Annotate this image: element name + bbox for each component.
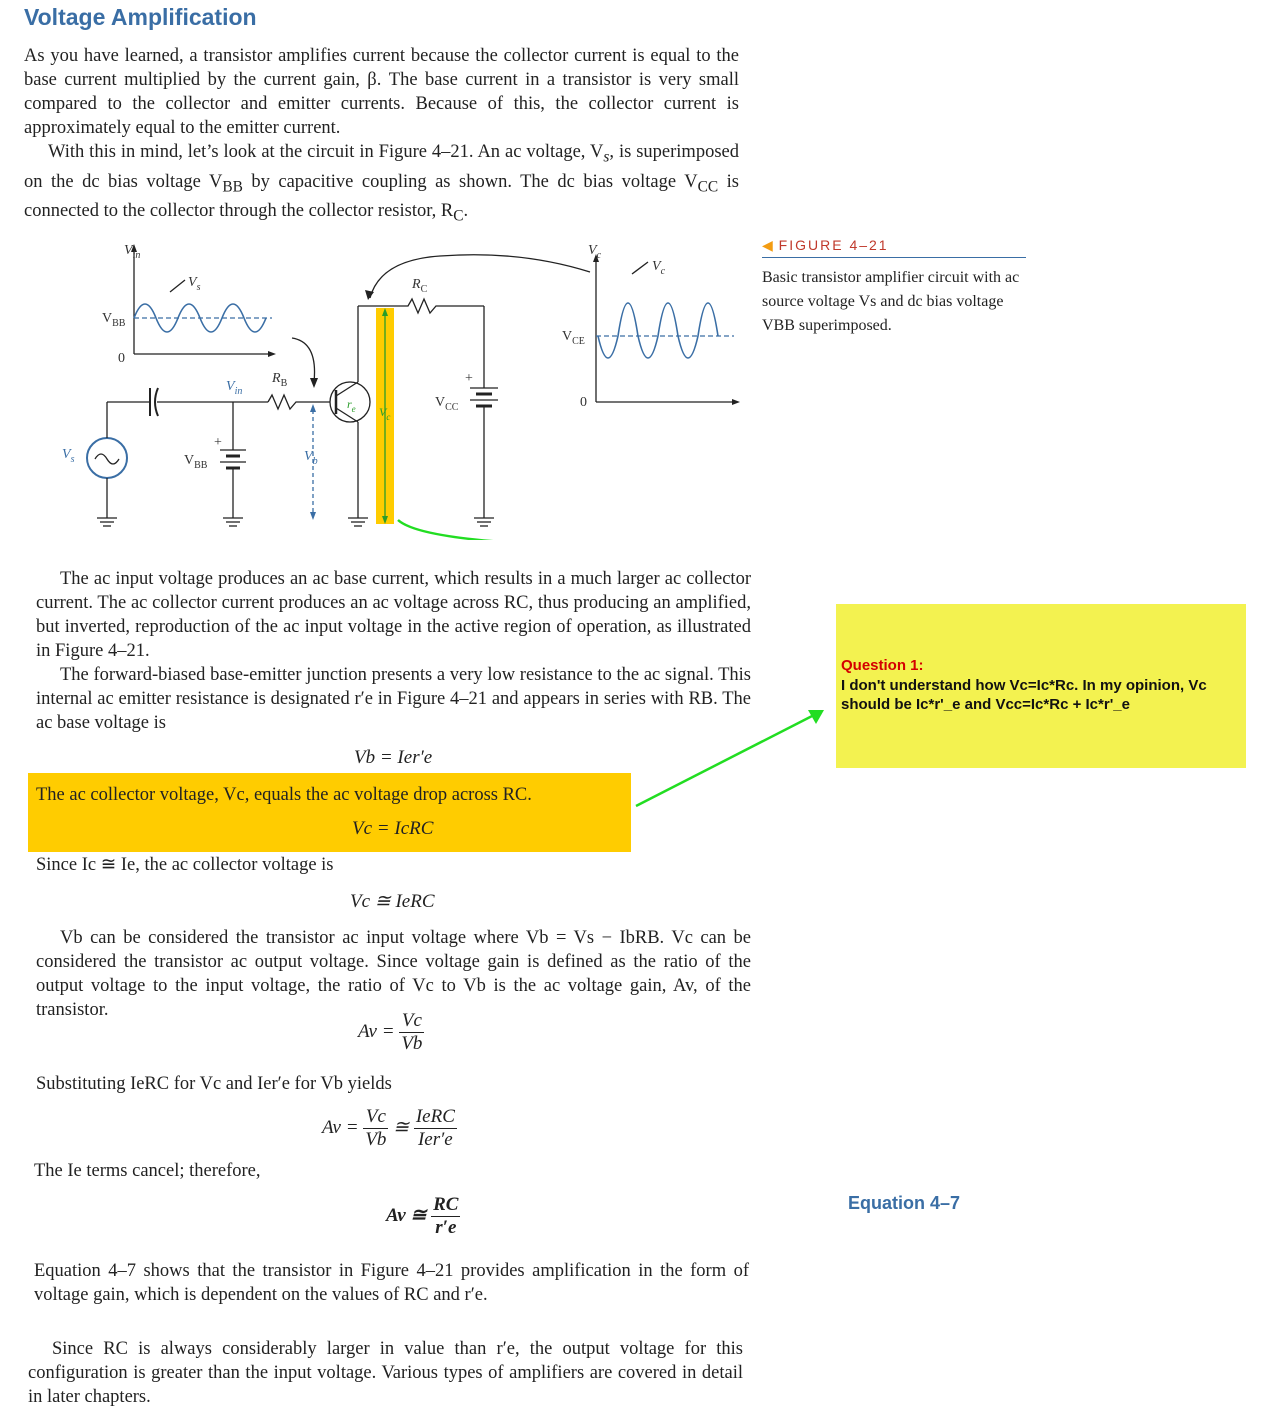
label-vce: $V_{CE}$ (562, 329, 585, 347)
highlight-text: The ac collector voltage, Vc, equals the ac voltage drop across RC. (36, 785, 532, 805)
note-title: Question 1: (841, 657, 924, 674)
equation-vc: Vc = IcRC (352, 818, 434, 839)
label-rb: $R_B$ (272, 371, 288, 389)
equation-reference: Equation 4–7 (848, 1193, 961, 1213)
body-paragraph-4: The forward-biased base-emitter junction presents a very low resistance to the ac signal. This internal ac emitter resistance is designated r′e in Figure 4–21 and appears in series with RB. The ac base voltage is (36, 665, 751, 733)
green-arrow-to-note (398, 520, 760, 540)
figure-label: ◀ FIGURE 4–21 (762, 237, 1026, 258)
body-paragraph-7: Since RC is always considerably larger in value than r′e, the output voltage for this configuration is greater than the input voltage. Various types of amplifiers are covered in detail in later chapters. (28, 1339, 743, 1407)
intro-paragraph-1: As you have learned, a transistor amplifies current because the collector current is equal to the base current multiplied by the current gain, β. The base current in a transistor is very small compared to the collector and emitter currents. Because of this, the collector current is approximately equal to the emitter current. (24, 46, 739, 138)
transistor-amplifier-circuit (0, 230, 760, 540)
question-note (836, 604, 1246, 768)
input-curve-arrow (292, 338, 315, 382)
equation-4-7: Av ≅ $\frac{RC}{r'e}$ (386, 1194, 459, 1238)
label-rc: $R_C$ (412, 277, 428, 295)
figure-caption: Basic transistor amplifier circuit with ac source voltage Vs and dc bias voltage VBB superimposed. (762, 269, 1020, 334)
body-paragraph-3: The ac input voltage produces an ac base current, which results in a much larger ac collector current. The ac collector current produces an ac voltage across RC, thus producing an amplified, but inverted, reproduction of the ac input voltage in the active region of operation, as illustrated in Figure 4–21. (36, 569, 751, 661)
label-vbb-graph: $V_{BB}$ (102, 311, 126, 329)
label-vs-wave: $V_s$ (188, 275, 201, 293)
body-paragraph-5: Vb can be considered the transistor ac input voltage where Vb = Vs − IbRB. Vc can be considered the transistor ac output voltage. Since voltage gain is defined as the ratio of the output voltage to the input voltage, the ratio of Vc to Vb is the ac voltage gain, Av, of the transistor. (36, 928, 751, 1020)
label-zero-input: 0 (118, 351, 125, 366)
intro-paragraph-2: With this in mind, let’s look at the circuit in Figure 4–21. An ac voltage, $V_s$, is superimposed on the dc bias voltage $V_{BB}$ by capacitive coupling as shown. The dc bias voltage $V_{CC}$ is connected to the collector through the collector resistor, $R_C$. (24, 142, 739, 226)
page-title: Voltage Amplification (24, 4, 257, 30)
label-vc-wave: $V_c$ (652, 259, 666, 277)
rb-resistor (268, 395, 330, 409)
equation-vc-approx: Vc ≅ IeRC (350, 891, 435, 912)
equation-vb: Vb = Ier′e (354, 747, 433, 768)
label-vbb-plus: + (214, 435, 222, 450)
label-vs-source: $V_s$ (62, 447, 75, 465)
equation-av-substituted: Av = $\frac{Vc}{Vb}$ ≅ $\frac{\text{IeRC}}{\text{Ier′e}}$ (322, 1106, 455, 1150)
since-text: Since Ic ≅ Ie, the ac collector voltage is (36, 855, 334, 875)
label-vbb-battery: $V_{BB}$ (184, 453, 208, 471)
label-vin-top: $V_{in}$ (124, 243, 141, 261)
label-vcc: $V_{CC}$ (435, 395, 459, 413)
label-vc-top: $V_c$ (588, 243, 602, 261)
note-body: I don't understand how Vc=Ic*Rc. In my opinion, Vc should be Ic*r'_e and Vcc=Ic*Rc + Ic*r'_e (841, 677, 1207, 713)
equation-av-ratio: Av = $\frac{Vc}{Vb}$ (358, 1010, 423, 1054)
label-zero-output: 0 (580, 395, 587, 410)
output-sine-wave (598, 303, 718, 358)
label-vb: $V_b$ (304, 449, 318, 467)
cancel-text: The Ie terms cancel; therefore, (34, 1161, 261, 1181)
label-vc-bar: $V_c$ (379, 405, 391, 422)
label-vcc-plus: + (465, 371, 473, 386)
triangle-left-icon: ◀ (762, 237, 773, 253)
label-vin-node: $V_{in}$ (226, 379, 243, 397)
intro-text (24, 44, 739, 229)
body-paragraph-6: Equation 4–7 shows that the transistor in Figure 4–21 provides amplification in the form of voltage gain, which is dependent on the values of RC and r′e. (34, 1261, 749, 1305)
substituting-text: Substituting IeRC for Vc and Ier′e for Vb yields (36, 1074, 392, 1094)
label-re: $r_e$ (347, 397, 356, 414)
output-curve-arrow (370, 255, 590, 298)
